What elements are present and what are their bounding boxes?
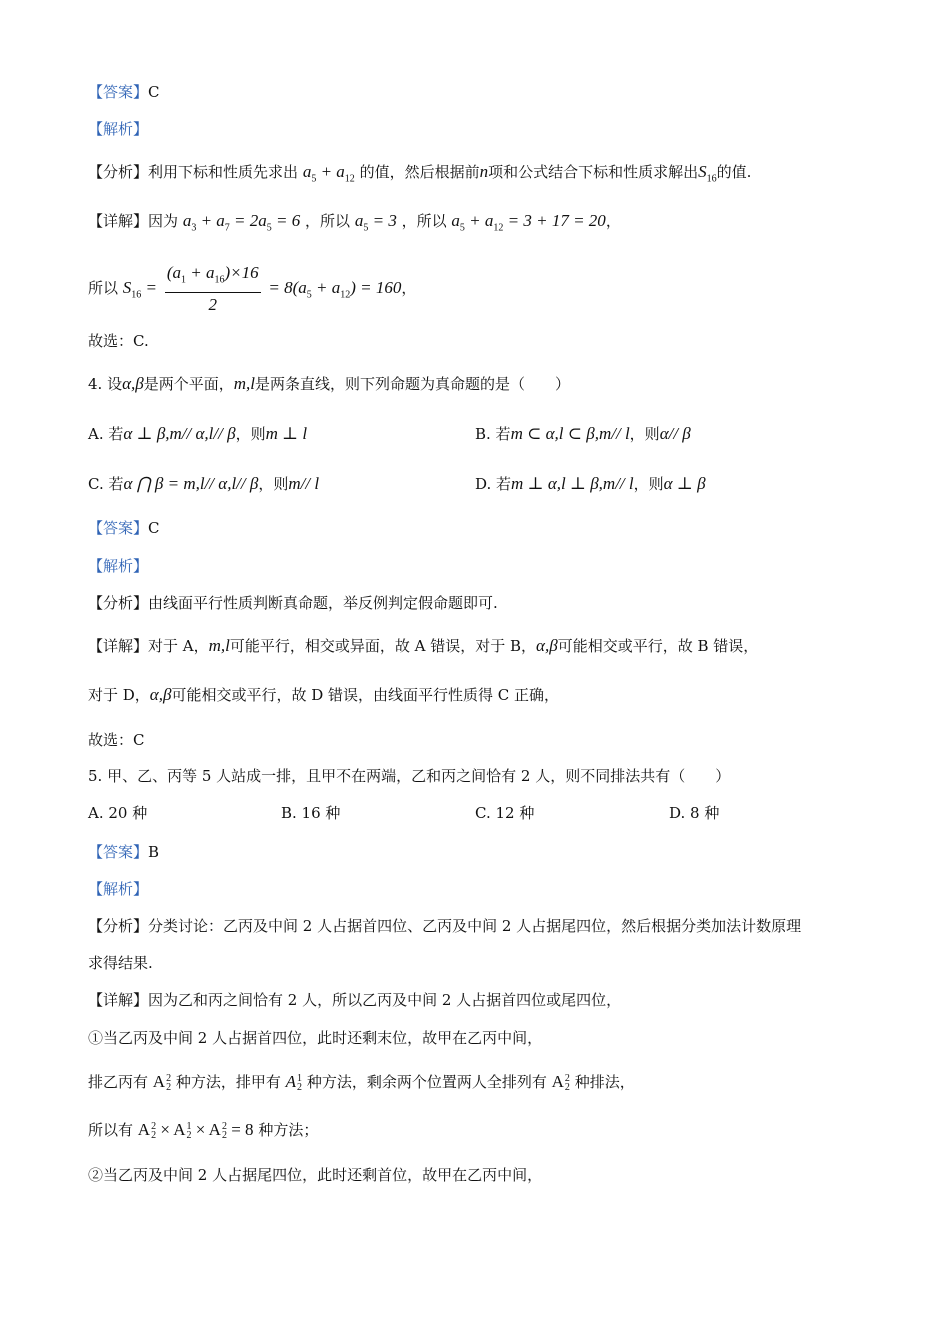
math-expr: m,l — [208, 636, 230, 655]
math-expr: A 2 2 — [551, 1072, 570, 1094]
math-expr: $a_5 + a_{12} = 3 + 17 = 20$ — [451, 211, 606, 234]
text: 种方法，排甲有 — [175, 1073, 281, 1091]
text: 种方法； — [258, 1121, 319, 1139]
math-expr: m,l — [233, 374, 255, 393]
math-expr: α ⋂ β = m,l// α,l// β — [123, 474, 259, 493]
q5-fenxi-line-2: 求得结果. — [88, 954, 153, 972]
q5-stem: 5. 甲、乙、丙等 5 人站成一排，且甲不在两端，乙和丙之间恰有 2 人，则不同排法共有（ ） — [88, 767, 731, 785]
q5-suoyi-line — [88, 1120, 318, 1140]
q3-xiangjie-line — [88, 211, 621, 238]
q5-option-b: B. 16 种 — [281, 804, 341, 822]
text: 分类讨论：乙丙及中间 2 人占据首四位、乙丙及中间 2 人占据尾四位，然后根据分类加法计数原理 — [148, 917, 802, 935]
q5-pai-line — [88, 1072, 635, 1092]
math-expr: α,β — [536, 636, 558, 655]
text: 对于 D， — [88, 686, 150, 704]
text: 因为乙和丙之间恰有 2 人，所以乙丙及中间 2 人占据首四位或尾四位， — [148, 991, 622, 1009]
answer-tag: 【答案】 — [88, 83, 149, 101]
math-expr: m// l — [288, 474, 320, 493]
math-expr: α ⊥ β,m// α,l// β — [123, 424, 236, 443]
q4-guxuan: 故选：C — [88, 731, 145, 749]
answer-value: B — [148, 843, 160, 861]
text: D. 若 — [475, 475, 512, 493]
math-expr: α,β — [149, 685, 172, 704]
q5-fenxi-line-1 — [88, 916, 801, 936]
q4-answer-line — [88, 518, 160, 538]
text: 排乙丙有 — [88, 1073, 149, 1091]
q5-option-c: C. 12 种 — [475, 804, 535, 822]
answer-value: C — [148, 519, 160, 537]
text: A. 若 — [88, 425, 124, 443]
text: B. 若 — [475, 425, 511, 443]
text: ，则 — [629, 425, 660, 443]
text: 种排法， — [574, 1073, 635, 1091]
q3-analysis-tag: 【解析】 — [88, 120, 149, 138]
xiangjie-tag: 【详解】 — [88, 991, 149, 1009]
text: 种方法，剩余两个位置两人全排列有 — [306, 1073, 547, 1091]
answer-tag: 【答案】 — [88, 843, 149, 861]
q4-fenxi-line — [88, 593, 498, 613]
q4-option-d — [475, 474, 706, 494]
math-expr: $S_{16}$ = — [122, 278, 158, 301]
q4-option-c — [88, 474, 319, 494]
math-expr: $S_{16}$ — [698, 162, 717, 185]
fraction: $\frac{(a_1 + a_{16})\times 16}{2}$ — [166, 263, 259, 315]
text: 利用下标和性质先求出 — [148, 163, 299, 181]
text: ，则 — [633, 475, 664, 493]
q5-xiangjie-line — [88, 990, 621, 1010]
text: 对于 A， — [148, 637, 209, 655]
text: 是两条直线，则下列命题为真命题的是（ ） — [255, 375, 571, 393]
text: ，则 — [258, 475, 289, 493]
text: ， — [605, 212, 621, 230]
math-expr: $a_5 + a_{12}$ — [302, 162, 355, 185]
q3-guxuan: 故选：C. — [88, 332, 149, 350]
q5-case-2: ②当乙丙及中间 2 人占据尾四位，此时还剩首位，故甲在乙丙中间， — [88, 1166, 543, 1184]
math-expr: $a_3 + a_7 = 2a_5 = 6$ — [182, 211, 301, 234]
math-expr: A 2 2 — [152, 1072, 172, 1094]
text: 可能相交或平行，故 D 错误，由线面平行性质得 C 正确， — [171, 686, 560, 704]
text: 由线面平行性质判断真命题，举反例判定假命题即可. — [148, 594, 498, 612]
q4-stem — [88, 374, 570, 394]
math-expr: m ⊂ α,l ⊂ β,m// l — [510, 424, 630, 443]
q5-answer-line — [88, 842, 159, 862]
xiangjie-tag: 【详解】 — [88, 637, 149, 655]
math-expr: α,β — [122, 374, 144, 393]
math-expr: α// β — [659, 424, 691, 443]
q5-case-1: ①当乙丙及中间 2 人占据首四位，此时还剩末位，故甲在乙丙中间， — [88, 1029, 543, 1047]
text: 是两个平面， — [143, 375, 234, 393]
answer-tag: 【答案】 — [88, 519, 149, 537]
text: 的值，然后根据前 — [359, 163, 480, 181]
q3-answer-line — [88, 82, 160, 102]
text: 的值. — [716, 163, 752, 181]
text: ， — [401, 279, 417, 298]
math-expr: m ⊥ α,l ⊥ β,m// l — [511, 474, 634, 493]
text: 因为 — [148, 212, 179, 230]
text: ，则 — [235, 425, 266, 443]
math-expr: n — [479, 162, 489, 181]
math-expr: A 2 2 × A 1 2 × A 2 2 = 8 — [137, 1120, 254, 1142]
text: ，所以 — [305, 212, 351, 230]
text: 所以 — [88, 279, 119, 298]
math-expr: α ⊥ β — [663, 474, 706, 493]
fenxi-tag: 【分析】 — [88, 917, 149, 935]
q4-option-b — [475, 424, 691, 444]
math-expr: m ⊥ l — [265, 424, 308, 443]
text: 4. 设 — [88, 375, 123, 393]
text: ，所以 — [401, 212, 447, 230]
fenxi-tag: 【分析】 — [88, 163, 149, 181]
math-expr: A 1 2 — [285, 1072, 303, 1094]
math-expr: $a_5 = 3$ — [354, 211, 397, 234]
math-expr: = $8(a_5 + a_{12}) = 160$ — [268, 278, 402, 301]
q3-sum-line — [88, 263, 416, 318]
text: 可能相交或平行，故 B 错误， — [557, 637, 759, 655]
answer-value: C — [148, 83, 160, 101]
q5-option-a: A. 20 种 — [88, 804, 148, 822]
q5-option-d: D. 8 种 — [669, 804, 720, 822]
text: 所以有 — [88, 1121, 134, 1139]
q4-option-a — [88, 424, 307, 444]
q4-xiangjie-line-2 — [88, 685, 559, 705]
q3-fenxi-line — [88, 162, 751, 189]
text: 可能平行，相交或异面，故 A 错误，对于 B， — [229, 637, 537, 655]
xiangjie-tag: 【详解】 — [88, 212, 149, 230]
text: C. 若 — [88, 475, 124, 493]
q5-analysis-tag: 【解析】 — [88, 880, 149, 898]
fenxi-tag: 【分析】 — [88, 594, 149, 612]
q4-analysis-tag: 【解析】 — [88, 557, 149, 575]
q4-xiangjie-line-1 — [88, 636, 758, 656]
text: 项和公式结合下标和性质求解出 — [488, 163, 699, 181]
